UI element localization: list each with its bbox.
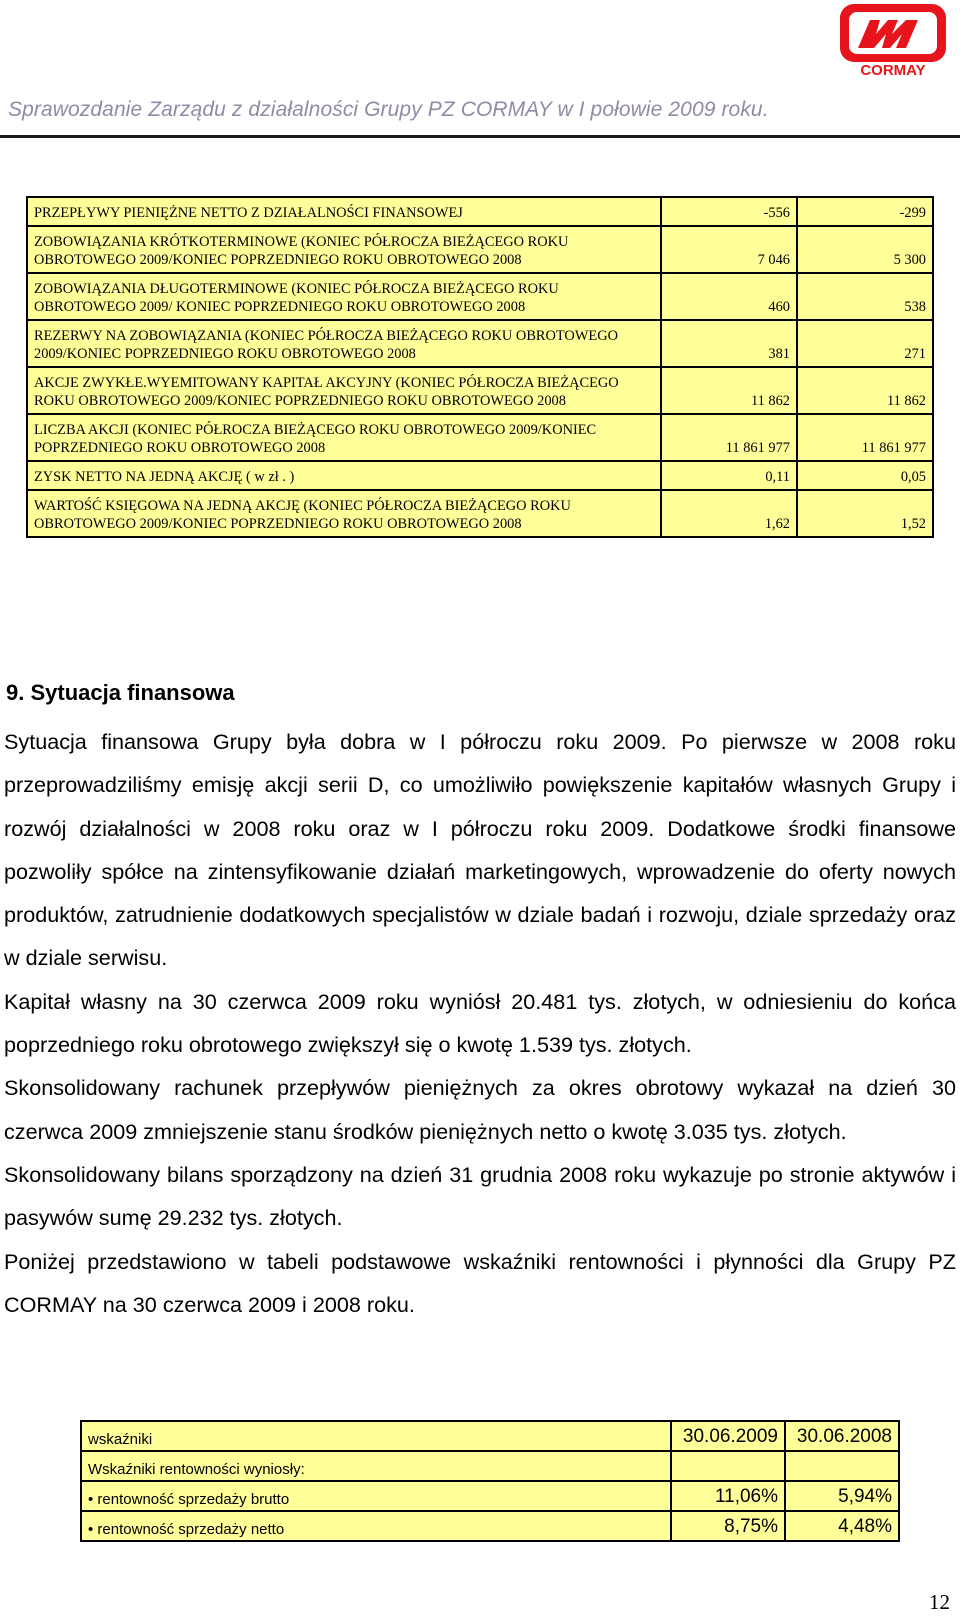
value-2009: 381 — [661, 320, 797, 367]
value-2009: 0,11 — [661, 461, 797, 490]
paragraph: Skonsolidowany rachunek przepływów pieniężnych za okres obrotowy wykazał na dzień 30 czerwca 2009 zmniejszenie stanu środków pieniężnych netto o kwotę 3.035 tys. złotych. — [4, 1075, 956, 1144]
table-row — [27, 367, 933, 414]
paragraph: Sytuacja finansowa Grupy była dobra w I półroczu roku 2009. Po pierwsze w 2008 roku przeprowadziliśmy emisję akcji serii D, co umożliwiło powiększenie kapitałów własnych Grupy i rozwój działalności w 2008 roku oraz w I półroczu roku 2009. Dodatkowe środki finansowe pozwoliły spółce na zintensyfikowanie działań marketingowych, wprowadzenie do oferty nowych produktów, zatrudnienie dodatkowych specjalistów w dziale badań i rozwoju, dziale sprzedaży oraz w dziale serwisu. — [4, 729, 956, 971]
ratio-label: • rentowność sprzedaży brutto — [81, 1481, 671, 1511]
subheader-label: Wskaźniki rentowności wyniosły: — [81, 1451, 671, 1481]
table-header-row — [81, 1421, 899, 1451]
value-2009: 1,62 — [661, 490, 797, 537]
financial-data-table — [26, 196, 934, 538]
value-2009: 11 861 977 — [661, 414, 797, 461]
header-2008: 30.06.2008 — [785, 1421, 899, 1451]
table-row — [81, 1511, 899, 1541]
table-row — [27, 197, 933, 226]
ratio-2008: 4,48% — [785, 1511, 899, 1541]
paragraph: Poniżej przedstawiono w tabeli podstawowe wskaźniki rentowności i płynności dla Grupy PZ CORMAY na 30 czerwca 2009 i 2008 roku. — [4, 1248, 956, 1317]
row-label: LICZBA AKCJI (KONIEC PÓŁROCZA BIEŻĄCEGO ROKU OBROTOWEGO 2009/KONIEC POPRZEDNIEGO ROKU OBROTOWEGO 2008 — [27, 414, 661, 461]
row-label: PRZEPŁYWY PIENIĘŻNE NETTO Z DZIAŁALNOŚCI FINANSOWEJ — [27, 197, 661, 226]
value-2008: 0,05 — [797, 461, 933, 490]
empty-cell — [785, 1451, 899, 1481]
ratio-2009: 8,75% — [671, 1511, 785, 1541]
paragraph: Kapitał własny na 30 czerwca 2009 roku wyniósł 20.481 tys. złotych, w odniesieniu do końca poprzedniego roku obrotowego zwiększył się o kwotę 1.539 tys. złotych. — [4, 988, 956, 1058]
empty-cell — [671, 1451, 785, 1481]
value-2008: 5 300 — [797, 226, 933, 273]
value-2009: 7 046 — [661, 226, 797, 273]
table-row — [27, 414, 933, 461]
table-subheader-row — [81, 1451, 899, 1481]
ratios-table — [80, 1420, 900, 1542]
row-label: REZERWY NA ZOBOWIĄZANIA (KONIEC PÓŁROCZA BIEŻĄCEGO ROKU OBROTOWEGO 2009/KONIEC POPRZEDNIEGO ROKU OBROTOWEGO 2008 — [27, 320, 661, 367]
paragraph: Skonsolidowany bilans sporządzony na dzień 31 grudnia 2008 roku wykazuje po stronie aktywów i pasywów sumę 29.232 tys. złotych. — [4, 1161, 956, 1231]
header-divider — [0, 135, 960, 138]
value-2009: 460 — [661, 273, 797, 320]
value-2009: 11 862 — [661, 367, 797, 414]
value-2008: 11 861 977 — [797, 414, 933, 461]
value-2008: -299 — [797, 197, 933, 226]
table-row — [27, 320, 933, 367]
value-2008: 1,52 — [797, 490, 933, 537]
page-number: 12 — [929, 1590, 950, 1614]
table-row — [27, 490, 933, 537]
document-header-title: Sprawozdanie Zarządu z działalności Grupy PZ CORMAY w I połowie 2009 roku. — [8, 98, 769, 121]
logo-text: CORMAY — [860, 62, 926, 78]
section-body — [4, 720, 956, 1326]
row-label: ZOBOWIĄZANIA DŁUGOTERMINOWE (KONIEC PÓŁROCZA BIEŻĄCEGO ROKU OBROTOWEGO 2009/ KONIEC POPRZEDNIEGO ROKU OBROTOWEGO 2008 — [27, 273, 661, 320]
value-2008: 271 — [797, 320, 933, 367]
row-label: AKCJE ZWYKŁE.WYEMITOWANY KAPITAŁ AKCYJNY (KONIEC PÓŁROCZA BIEŻĄCEGO ROKU OBROTOWEGO 2009/KONIEC POPRZEDNIEGO ROKU OBROTOWEGO 2008 — [27, 367, 661, 414]
section-heading: 9. Sytuacja finansowa — [6, 680, 235, 705]
value-2009: -556 — [661, 197, 797, 226]
table-row — [27, 226, 933, 273]
row-label: WARTOŚĆ KSIĘGOWA NA JEDNĄ AKCJĘ (KONIEC PÓŁROCZA BIEŻĄCEGO ROKU OBROTOWEGO 2009/KONIEC POPRZEDNIEGO ROKU OBROTOWEGO 2008 — [27, 490, 661, 537]
header-label: wskaźniki — [81, 1421, 671, 1451]
table-row — [27, 273, 933, 320]
value-2008: 11 862 — [797, 367, 933, 414]
value-2008: 538 — [797, 273, 933, 320]
row-label: ZOBOWIĄZANIA KRÓTKOTERMINOWE (KONIEC PÓŁROCZA BIEŻĄCEGO ROKU OBROTOWEGO 2009/KONIEC POPRZEDNIEGO ROKU OBROTOWEGO 2008 — [27, 226, 661, 273]
header-2009: 30.06.2009 — [671, 1421, 785, 1451]
table-row — [81, 1481, 899, 1511]
table-row — [27, 461, 933, 490]
ratio-2009: 11,06% — [671, 1481, 785, 1511]
ratio-label: • rentowność sprzedaży netto — [81, 1511, 671, 1541]
row-label: ZYSK NETTO NA JEDNĄ AKCJĘ ( w zł . ) — [27, 461, 661, 490]
ratio-2008: 5,94% — [785, 1481, 899, 1511]
cormay-logo — [836, 2, 950, 78]
